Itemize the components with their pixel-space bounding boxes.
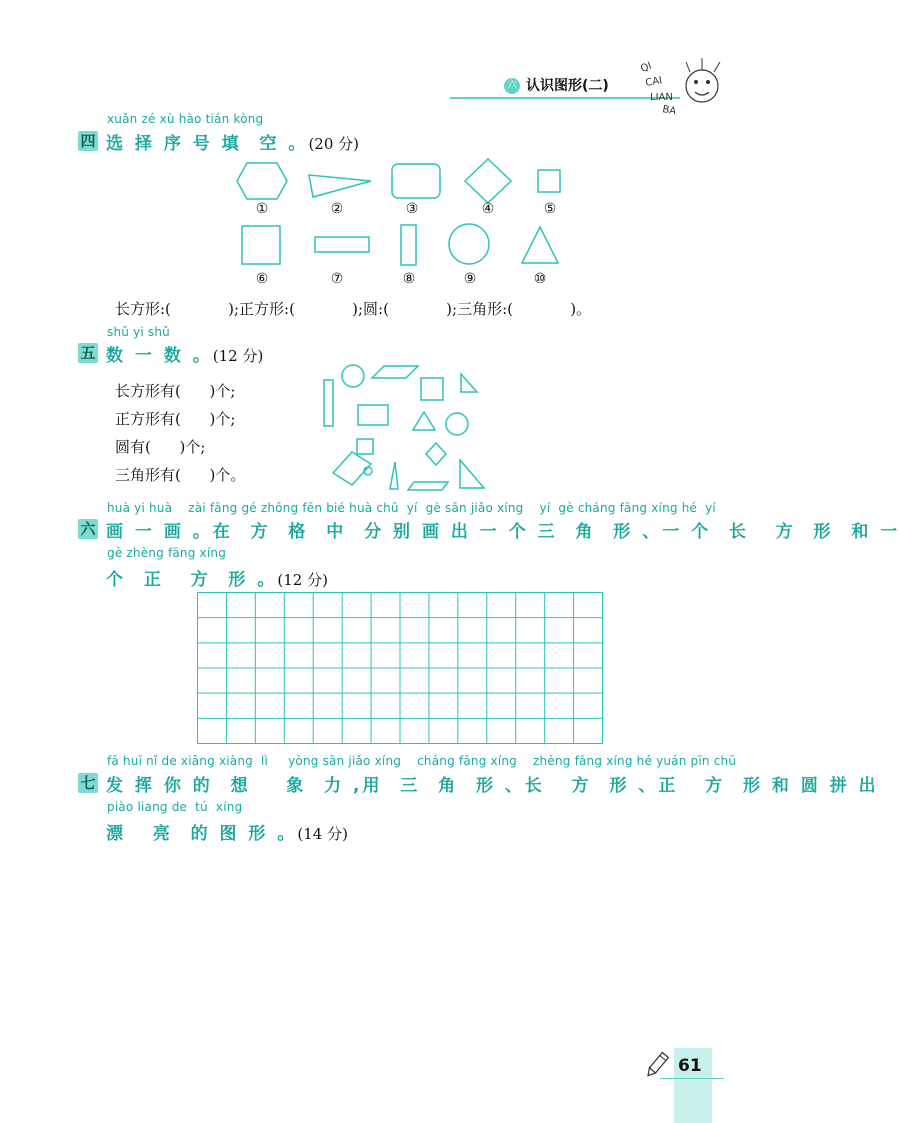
- shape-number-1: ①: [255, 201, 269, 217]
- shape-10-triangle: [522, 227, 558, 263]
- q6-number: 六: [78, 519, 98, 539]
- logo-text-4: BA: [661, 104, 677, 118]
- shape-number-8: ⑧: [402, 271, 416, 287]
- q5-triangle-count[interactable]: 三角形有( )个。: [115, 466, 246, 484]
- unit-badge: 六: [504, 78, 520, 94]
- q4-title: 选 择 序 号 填 空 。(20 分): [106, 134, 359, 154]
- q6-pinyin-1: huà yi huà zài fāng gé zhōng fēn bié huà chū yí gè sān jiǎo xíng yí gè cháng fāng xíng hé yí: [107, 501, 716, 515]
- shape-8-rectangle: [401, 225, 416, 265]
- q6-pinyin-2: gè zhèng fāng xíng: [107, 546, 227, 560]
- q6-score: (12 分): [277, 571, 328, 589]
- shape-2-triangle: [309, 175, 371, 197]
- q5-circle-count[interactable]: 圆有( )个;: [115, 438, 206, 456]
- shape-7-rectangle: [315, 237, 369, 252]
- qicailianba-logo: [640, 52, 730, 122]
- q5-pinyin: shǔ yi shǔ: [107, 325, 170, 339]
- q7-line-1: 发 挥 你 的 想 象 力 ,用 三 角 形 、长 方 形 、正 方 形 和 圆 拼 出: [106, 776, 879, 796]
- q5-shape-cluster: [318, 360, 498, 495]
- shape-number-4: ④: [481, 201, 495, 217]
- shape-number-3: ③: [405, 201, 419, 217]
- q5-rectangle-count[interactable]: 长方形有( )个;: [115, 382, 236, 400]
- shape-number-2: ②: [330, 201, 344, 217]
- shape-6-square: [242, 226, 280, 264]
- q7-line-2: 漂 亮 的 图 形 。(14 分): [106, 824, 348, 844]
- q6-drawing-grid[interactable]: [197, 592, 603, 744]
- shape-1-hexagon: [237, 163, 287, 199]
- q5-square-count[interactable]: 正方形有( )个;: [115, 410, 236, 428]
- q7-pinyin-2: piào liang de tú xíng: [107, 800, 243, 814]
- page-number: 61: [678, 1056, 702, 1076]
- shape-9-circle: [449, 224, 489, 264]
- shape-number-5: ⑤: [543, 201, 557, 217]
- shape-number-10: ⑩: [533, 271, 547, 287]
- logo-text-2: CAI: [644, 75, 664, 89]
- q7-pinyin-1: fā huī nǐ de xiǎng xiàng lì yòng sān jiǎo xíng cháng fāng xíng zhèng fāng xíng hé yuán pīn chū: [107, 754, 737, 768]
- q4-score: (20 分): [308, 135, 359, 153]
- shape-3-rounded-rect: [392, 164, 440, 198]
- q5-number: 五: [78, 343, 98, 363]
- q7-number: 七: [78, 773, 98, 793]
- shape-4-diamond: [465, 159, 511, 203]
- q4-pinyin: xuǎn zé xù hào tián kòng: [107, 112, 264, 126]
- logo-text-1: QI: [639, 60, 654, 75]
- q4-number: 四: [78, 131, 98, 151]
- q6-line-1: 画 一 画 。在 方 格 中 分 别 画 出 一 个 三 角 形 、一 个 长 方 形 和 一: [106, 522, 900, 542]
- q5-title: 数 一 数 。(12 分): [106, 346, 264, 366]
- shape-number-6: ⑥: [255, 271, 269, 287]
- q4-answer-line[interactable]: 长方形:( );正方形:( );圆:( );三角形:( )。: [115, 300, 592, 318]
- shape-number-7: ⑦: [330, 271, 344, 287]
- q6-line-2: 个 正 方 形 。(12 分): [106, 570, 328, 590]
- q7-score: (14 分): [297, 825, 348, 843]
- shape-5-square: [538, 170, 560, 192]
- shape-number-9: ⑨: [463, 271, 477, 287]
- pencil-icon: [642, 1050, 672, 1080]
- unit-title: 认识图形(二): [526, 78, 609, 94]
- q5-score: (12 分): [212, 347, 264, 365]
- logo-face-icon: [686, 70, 718, 102]
- logo-text-3: LIAN: [650, 92, 673, 103]
